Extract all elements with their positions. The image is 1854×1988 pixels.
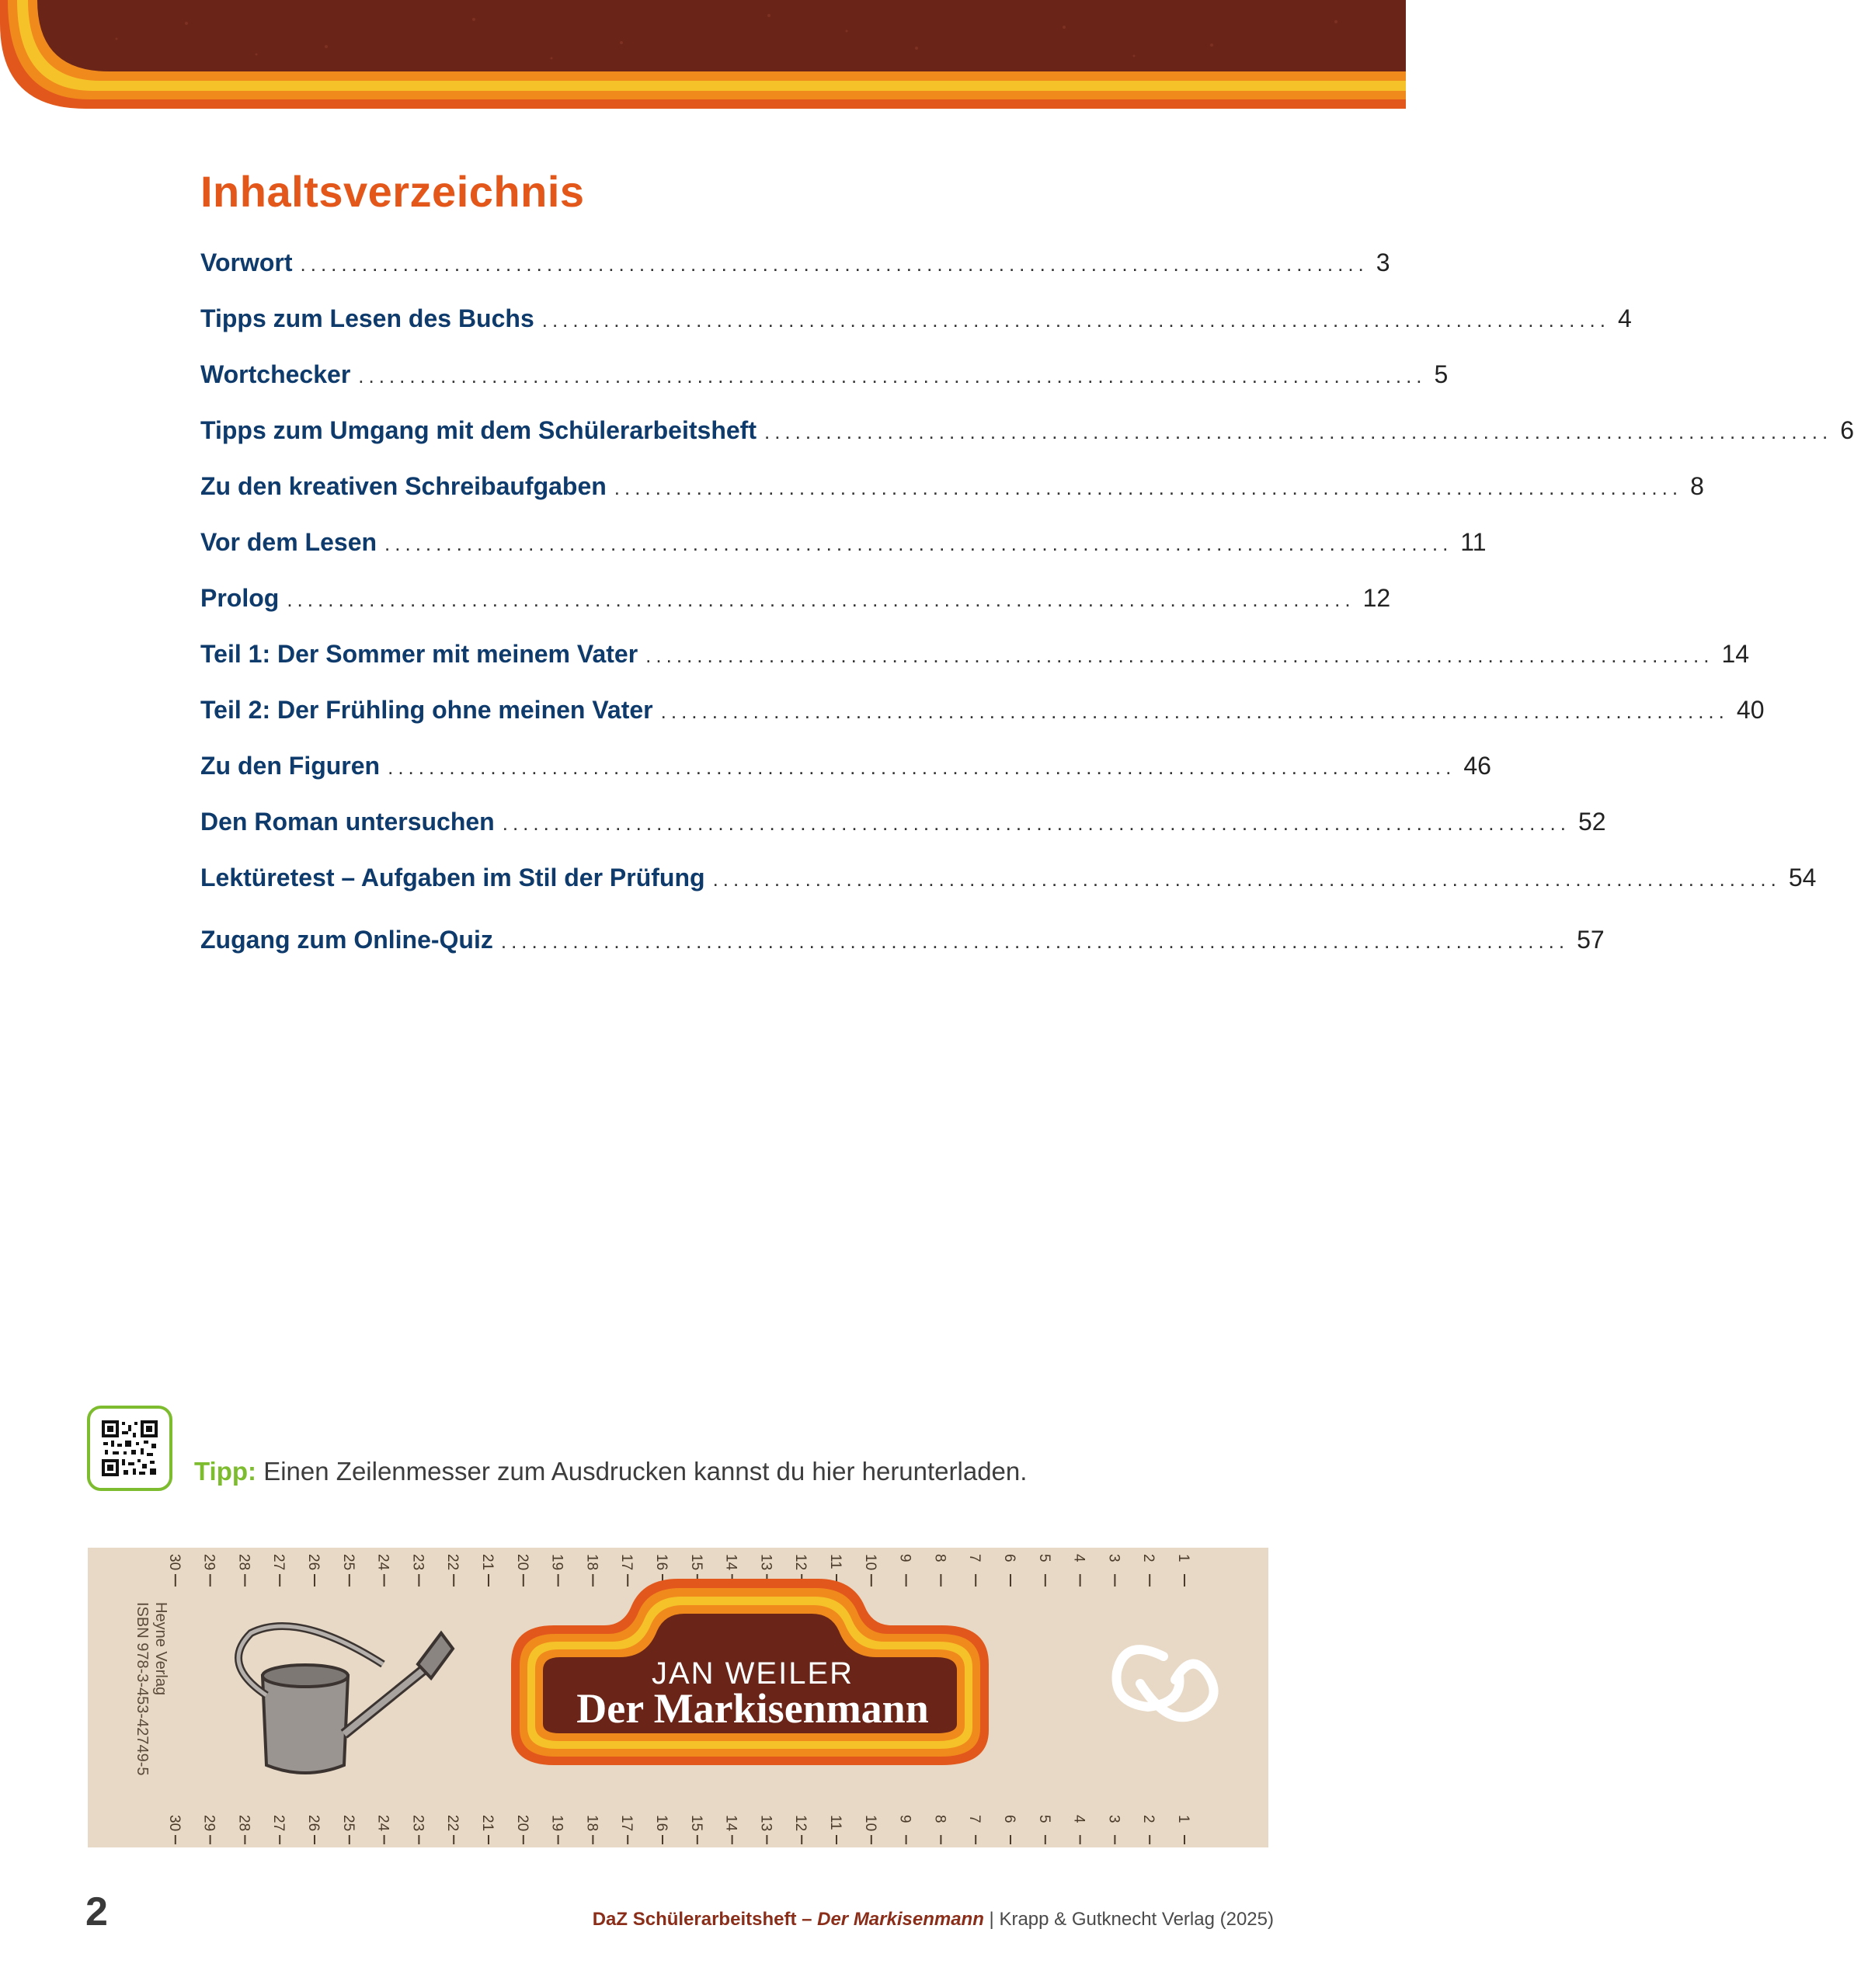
ruler-number: 16 [653,1554,670,1571]
ruler-number: 28 [235,1815,252,1832]
ruler-number: 12 [792,1554,809,1571]
ruler-number: 9 [896,1554,913,1562]
ruler-number: 23 [409,1554,426,1571]
ruler-number: 8 [931,1554,948,1562]
ruler-number: 5 [1035,1554,1052,1562]
ruler-number: 9 [896,1815,913,1823]
ruler-number: 14 [722,1554,739,1571]
toc-entry-page: 52 [1577,808,1606,836]
toc-entry[interactable] [200,416,1854,460]
toc-entry-page: 54 [1788,864,1817,891]
ruler-number: 13 [757,1554,774,1571]
tip-body: Einen Zeilenmesser zum Ausdrucken kannst du hier herunterladen. [256,1457,1028,1486]
ruler-number: 17 [618,1554,635,1571]
footer-series: DaZ Schülerarbeitsheft – [592,1909,818,1930]
ruler-number: 12 [792,1815,809,1832]
toc-entry-page: 5 [1434,360,1449,388]
toc-entry-label: Wortchecker [200,360,351,388]
leader-dots: ........................................................................................................ [764,420,1833,443]
leader-dots: ........................................................................................................ [388,756,1456,779]
toc-entry[interactable] [200,808,1606,851]
ruler-number: 6 [1001,1815,1017,1823]
publisher-name: Heyne Verlag [152,1602,169,1696]
toc-entry-page: 14 [1721,640,1750,668]
ruler-number: 8 [931,1815,948,1823]
line-ruler-bookmark [88,1548,1268,1847]
ruler-number: 5 [1035,1815,1052,1823]
qr-code-icon [102,1420,158,1476]
ruler-number: 16 [653,1815,670,1832]
footer-book-title: Der Markisenmann [817,1909,984,1930]
leader-dots: ........................................................................................................ [287,588,1355,611]
toc-entry-page: 40 [1736,696,1765,724]
ruler-number: 17 [618,1815,635,1832]
toc-entry-label: Vorwort [200,248,293,276]
ruler-number: 15 [687,1815,704,1832]
qr-code-link[interactable] [87,1406,172,1491]
ruler-number: 30 [165,1554,183,1571]
ruler-number: 21 [479,1554,496,1571]
ruler-number: 27 [270,1815,287,1832]
toc-entry[interactable] [200,640,1750,683]
toc-entry[interactable] [200,864,1817,907]
ruler-number: 27 [270,1554,287,1571]
ruler-number: 4 [1070,1554,1087,1562]
toc-entry-label: Tipps zum Umgang mit dem Schülerarbeitsheft [200,416,757,444]
ruler-number: 15 [687,1554,704,1571]
ruler-number: 11 [827,1815,844,1830]
header-band [0,0,1406,116]
ruler-number: 1 [1175,1815,1191,1823]
ruler-number: 22 [444,1815,461,1832]
ruler-number: 4 [1070,1815,1087,1823]
ruler-number: 18 [583,1554,600,1571]
toc-entry-label: Vor dem Lesen [200,528,377,556]
ruler-number: 30 [165,1815,183,1832]
toc-entry[interactable] [200,304,1632,348]
page-number: 2 [85,1889,108,1934]
toc-entry[interactable] [200,752,1491,795]
tip-text [194,1457,1027,1486]
ruler-number: 26 [305,1815,322,1832]
toc-entry-page: 6 [1840,416,1854,444]
ruler-number: 14 [722,1815,739,1832]
toc-entry-page: 57 [1577,926,1605,954]
toc-entry-label: Prolog [200,584,280,612]
bookmark-title: Der Markisenmann [576,1685,929,1732]
ruler-number: 29 [200,1815,217,1832]
toc-entry[interactable] [200,696,1765,739]
toc-entry[interactable] [200,472,1704,516]
ruler-number: 1 [1175,1554,1191,1562]
ruler-number: 2 [1140,1554,1157,1562]
toc-entry-page: 4 [1618,304,1632,332]
toc-entry[interactable] [200,926,1605,969]
toc-entry-label: Zu den Figuren [200,752,381,780]
toc-entry-label: Zu den kreativen Schreibaufgaben [200,472,607,500]
toc-entry-label: Teil 1: Der Sommer mit meinem Vater [200,640,638,668]
footer-publisher: | Krapp & Gutknecht Verlag (2025) [983,1909,1274,1930]
ruler-number: 20 [513,1815,530,1832]
ruler-number: 29 [200,1554,217,1571]
ruler-number: 11 [827,1554,844,1569]
toc-entry[interactable] [200,360,1449,404]
leader-dots: ........................................................................................................ [645,644,1714,667]
toc-entry-label: Lektüretest – Aufgaben im Stil der Prüfung [200,864,705,891]
bookmark-author: JAN WEILER [651,1656,854,1691]
isbn-block [134,1602,179,1796]
ruler-number: 22 [444,1554,461,1571]
ruler-number: 24 [374,1554,391,1571]
leader-dots: ........................................................................................................ [614,476,1683,499]
ruler-number: 3 [1105,1554,1122,1562]
ruler-number: 18 [583,1815,600,1832]
toc-entry-page: 8 [1690,472,1704,500]
ruler-number: 25 [339,1554,357,1571]
leader-dots: ........................................................................................................ [500,930,1570,953]
toc-entry-label: Tipps zum Lesen des Buchs [200,304,534,332]
toc-entry-label: Zugang zum Online-Quiz [200,926,493,954]
ruler-number: 6 [1001,1554,1017,1562]
toc-entry-label: Den Roman untersuchen [200,808,495,836]
ruler-number: 10 [861,1815,878,1832]
leader-dots: ........................................................................................................ [358,364,1427,388]
leader-dots: ........................................................................................................ [384,532,1453,555]
leader-dots: ........................................................................................................ [502,812,1571,835]
leader-dots: ........................................................................................................ [541,308,1610,332]
toc-entry-label: Teil 2: Der Frühling ohne meinen Vater [200,696,653,724]
ruler-number: 21 [479,1815,496,1832]
ruler-number: 7 [966,1554,983,1562]
toc-entry-page: 11 [1460,528,1487,556]
ruler-number: 7 [966,1815,983,1823]
tip-label: Tipp: [194,1457,257,1486]
ruler-number: 26 [305,1554,322,1571]
toc-entry-page: 3 [1376,248,1390,276]
ruler-number: 2 [1140,1815,1157,1823]
leader-dots: ........................................................................................................ [712,867,1781,891]
ruler-number: 25 [339,1815,357,1832]
ruler-number: 23 [409,1815,426,1832]
ruler-number: 19 [548,1554,565,1571]
ruler-number: 19 [548,1815,565,1832]
ruler-number: 3 [1105,1815,1122,1823]
leader-dots: ........................................................................................................ [300,252,1369,276]
page-title: Inhaltsverzeichnis [200,167,585,216]
toc-entry[interactable] [200,528,1487,572]
leader-dots: ........................................................................................................ [660,700,1729,723]
ruler-number: 28 [235,1554,252,1571]
footer-credit [593,1909,1274,1931]
isbn-number: ISBN 978-3-453-42749-5 [134,1602,151,1776]
toc-entry-page: 46 [1463,752,1491,780]
ruler-number: 20 [513,1554,530,1571]
toc-entry[interactable] [200,584,1391,627]
ruler-number: 10 [861,1554,878,1571]
ruler-number: 24 [374,1815,391,1832]
toc-entry-page: 12 [1362,584,1391,612]
ruler-number: 13 [757,1815,774,1832]
toc-entry[interactable] [200,248,1390,292]
